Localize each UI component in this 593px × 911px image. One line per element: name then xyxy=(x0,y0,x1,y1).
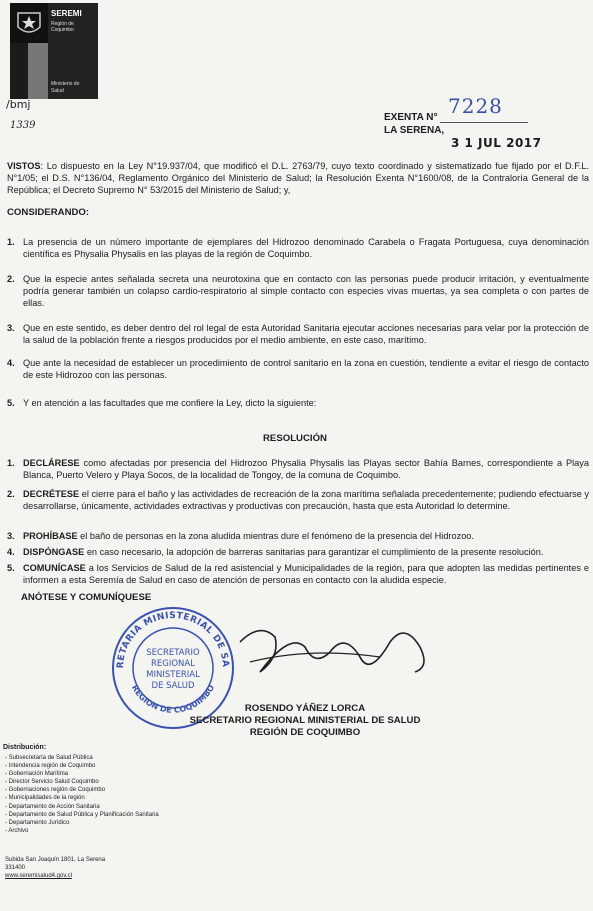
distribution-heading: Distribución: xyxy=(3,744,47,751)
item-number: 1. xyxy=(7,458,15,468)
signer-name: ROSENDO YÁÑEZ LORCA xyxy=(244,703,366,714)
stamp-inner-line: REGIONAL xyxy=(151,659,195,669)
item-keyword: PROHÍBASE xyxy=(23,531,78,541)
item-text xyxy=(23,546,589,558)
signer-region: REGIÓN DE COQUIMBO xyxy=(249,727,361,738)
logo-ministry-line1: Ministerio de xyxy=(51,81,80,87)
footer-phone: 331400 xyxy=(5,865,26,871)
list-item: - Director Servicio Salud Coquimbo xyxy=(5,779,99,786)
logo-title: SEREMI xyxy=(51,9,82,18)
exenta-underline xyxy=(440,122,528,123)
item-keyword: DISPÓNGASE xyxy=(23,547,85,557)
exenta-number: 7228 xyxy=(448,94,503,118)
resolucion-heading: RESOLUCIÓN xyxy=(263,433,327,444)
list-item: - Gobernación Marítima xyxy=(5,771,69,778)
resolucion-item xyxy=(7,562,589,586)
list-item: - Gobernaciones región de Coquimbo xyxy=(5,787,106,794)
list-item: - Archivo xyxy=(5,827,29,834)
logo-stripe-grey xyxy=(28,43,48,99)
considerando-item xyxy=(7,397,589,409)
item-text: Que en este sentido, es deber dentro del rol legal de esta Autoridad Sanitaria ejecutar acciones necesarias para velar por la protección de la salud de la población frente a riesgos producidos por el medio ambiente, en este caso, marítimo. xyxy=(23,323,589,345)
seremi-logo xyxy=(10,3,96,100)
resolucion-item xyxy=(7,546,589,558)
item-text xyxy=(23,562,589,586)
vistos-paragraph xyxy=(7,160,589,196)
considerando-item xyxy=(7,357,589,381)
stamp-inner-line: MINISTERIAL xyxy=(146,670,200,680)
logo-stripe-dark xyxy=(10,43,28,99)
list-item: - Intendencia región de Coquimbo xyxy=(5,763,96,770)
considerando-item xyxy=(7,322,589,346)
item-body: en caso necesario, la adopción de barreras sanitarias para garantizar el cumplimiento de la presente resolución. xyxy=(84,547,544,557)
item-number: 2. xyxy=(7,274,15,284)
item-text xyxy=(23,530,589,542)
list-item: - Departamento de Acción Sanitaria xyxy=(5,803,100,810)
handwritten-signature xyxy=(220,612,450,702)
resolucion-item xyxy=(7,530,589,542)
resolucion-item xyxy=(7,488,589,512)
logo-ministry-line2: Salud xyxy=(51,88,64,94)
document-date: 3 1 JUL 2017 xyxy=(451,136,542,150)
item-text: Y en atención a las facultades que me confiere la Ley, dicto la siguiente: xyxy=(23,398,317,408)
item-text: Que ante la necesidad de establecer un procedimiento de control sanitario en la zona en cuestión, tendiente a evitar el riesgo de contacto de este Hidrozoo con las personas. xyxy=(23,358,589,380)
stamp-inner-line: SECRETARIO xyxy=(146,648,200,658)
stamp-ring-text: RETARIA MINISTERIAL DE SA xyxy=(115,610,231,669)
item-keyword: COMUNÍCASE xyxy=(23,563,86,573)
serena-label: LA SERENA, xyxy=(384,125,445,136)
item-body: a los Servicios de Salud de la red asistencial y Municipalidades de la región, para que adopten las medidas pertinentes e informen a esta Seremía de Salud en caso de atención de personas en contacto con la aludida especie. xyxy=(23,563,589,585)
list-item: - Subsecretaría de Salud Pública xyxy=(5,755,93,761)
considerando-heading: CONSIDERANDO: xyxy=(7,207,90,218)
item-text: Que la especie antes señalada secreta una neurotoxina que en contacto con las personas puede producir irritación, y eventualmente podría generar también un colapso cardio-respiratorio al simple contacto con especies vivas muertas, ya sea completa o con partes de ellas. xyxy=(23,274,589,308)
item-number: 3. xyxy=(7,531,15,541)
item-text xyxy=(23,488,589,512)
handwritten-note: 1339 xyxy=(10,120,36,131)
item-number: 5. xyxy=(7,398,15,408)
exenta-label: EXENTA N° xyxy=(384,112,438,123)
logo-emblem xyxy=(10,3,48,43)
item-body: como afectadas por presencia del Hidrozoo Physalia Physalis las Playas sector Bahía Barnes, correspondiente a Playa Blanca, Puerto Velero y Playa Socos, de la localidad de Tongoy, de la comuna de Coquimbo. xyxy=(23,458,589,480)
logo-region: Región de Coquimbo xyxy=(51,21,74,33)
signer-title: SECRETARIO REGIONAL MINISTERIAL DE SALUD xyxy=(189,715,421,726)
list-item: - Municipalidades de la región xyxy=(5,795,85,802)
considerando-item xyxy=(7,236,589,260)
resolucion-item xyxy=(7,457,589,481)
item-number: 4. xyxy=(7,547,15,557)
item-number: 1. xyxy=(7,237,15,247)
stamp-ring-bottom-text: REGION DE COQUIMBO xyxy=(129,683,217,715)
item-text xyxy=(23,457,589,481)
list-item: - Departamento de Salud Pública y Planificación Sanitaria xyxy=(5,811,159,818)
item-keyword: DECLÁRESE xyxy=(23,458,80,468)
footer-url[interactable]: www.seremisalud4.gov.cl xyxy=(5,873,72,879)
signature-icon xyxy=(220,612,450,702)
coat-of-arms-icon xyxy=(10,3,48,43)
reference-code: /bmj xyxy=(6,98,31,111)
item-number: 3. xyxy=(7,323,15,333)
item-number: 4. xyxy=(7,358,15,368)
footer-address: Subida San Joaquín 1801, La Serena xyxy=(5,857,106,863)
stamp-inner-line: DE SALUD xyxy=(151,681,195,691)
item-number: 2. xyxy=(7,489,15,499)
closing-formula: ANÓTESE Y COMUNÍQUESE xyxy=(21,592,152,603)
logo-ministry xyxy=(51,81,79,95)
vistos-label: VISTOS xyxy=(7,161,41,171)
item-number: 5. xyxy=(7,563,15,573)
vistos-text: : Lo dispuesto en la Ley N°19.937/04, que modificó el D.L. 2763/79, cuyo texto coordinado y sistematizado fue fijado por el D.F.L. N°1/05; el D.S. N°136/04, Reglamento Orgánico del Ministerio de Salud; la Resolución Exenta N°1600/08, de la Contraloría General de la República; el Decreto Supremo N° 53/2015 del Ministerio de Salud; y, xyxy=(7,161,589,195)
item-keyword: DECRÉTESE xyxy=(23,489,80,499)
item-body: el baño de personas en la zona aludida mientras dure el fenómeno de la presencia del Hidrozoo. xyxy=(77,531,474,541)
considerando-item xyxy=(7,273,589,309)
list-item: - Departamento Jurídico xyxy=(5,819,70,826)
item-body: el cierre para el baño y las actividades de recreación de la zona marítima señalada precedentemente; pudiendo efectuarse y desarrollarse, únicamente, actividades extractivas y productivas con precaución, hasta que esta Autoridad lo determine. xyxy=(23,489,589,511)
distribution-list xyxy=(5,754,159,835)
item-text: La presencia de un número importante de ejemplares del Hidrozoo denominado Carabela o Fragata Portuguesa, cuya denominación científica es Physalia Physalis en las playas de la región de Coquimbo. xyxy=(23,237,589,259)
